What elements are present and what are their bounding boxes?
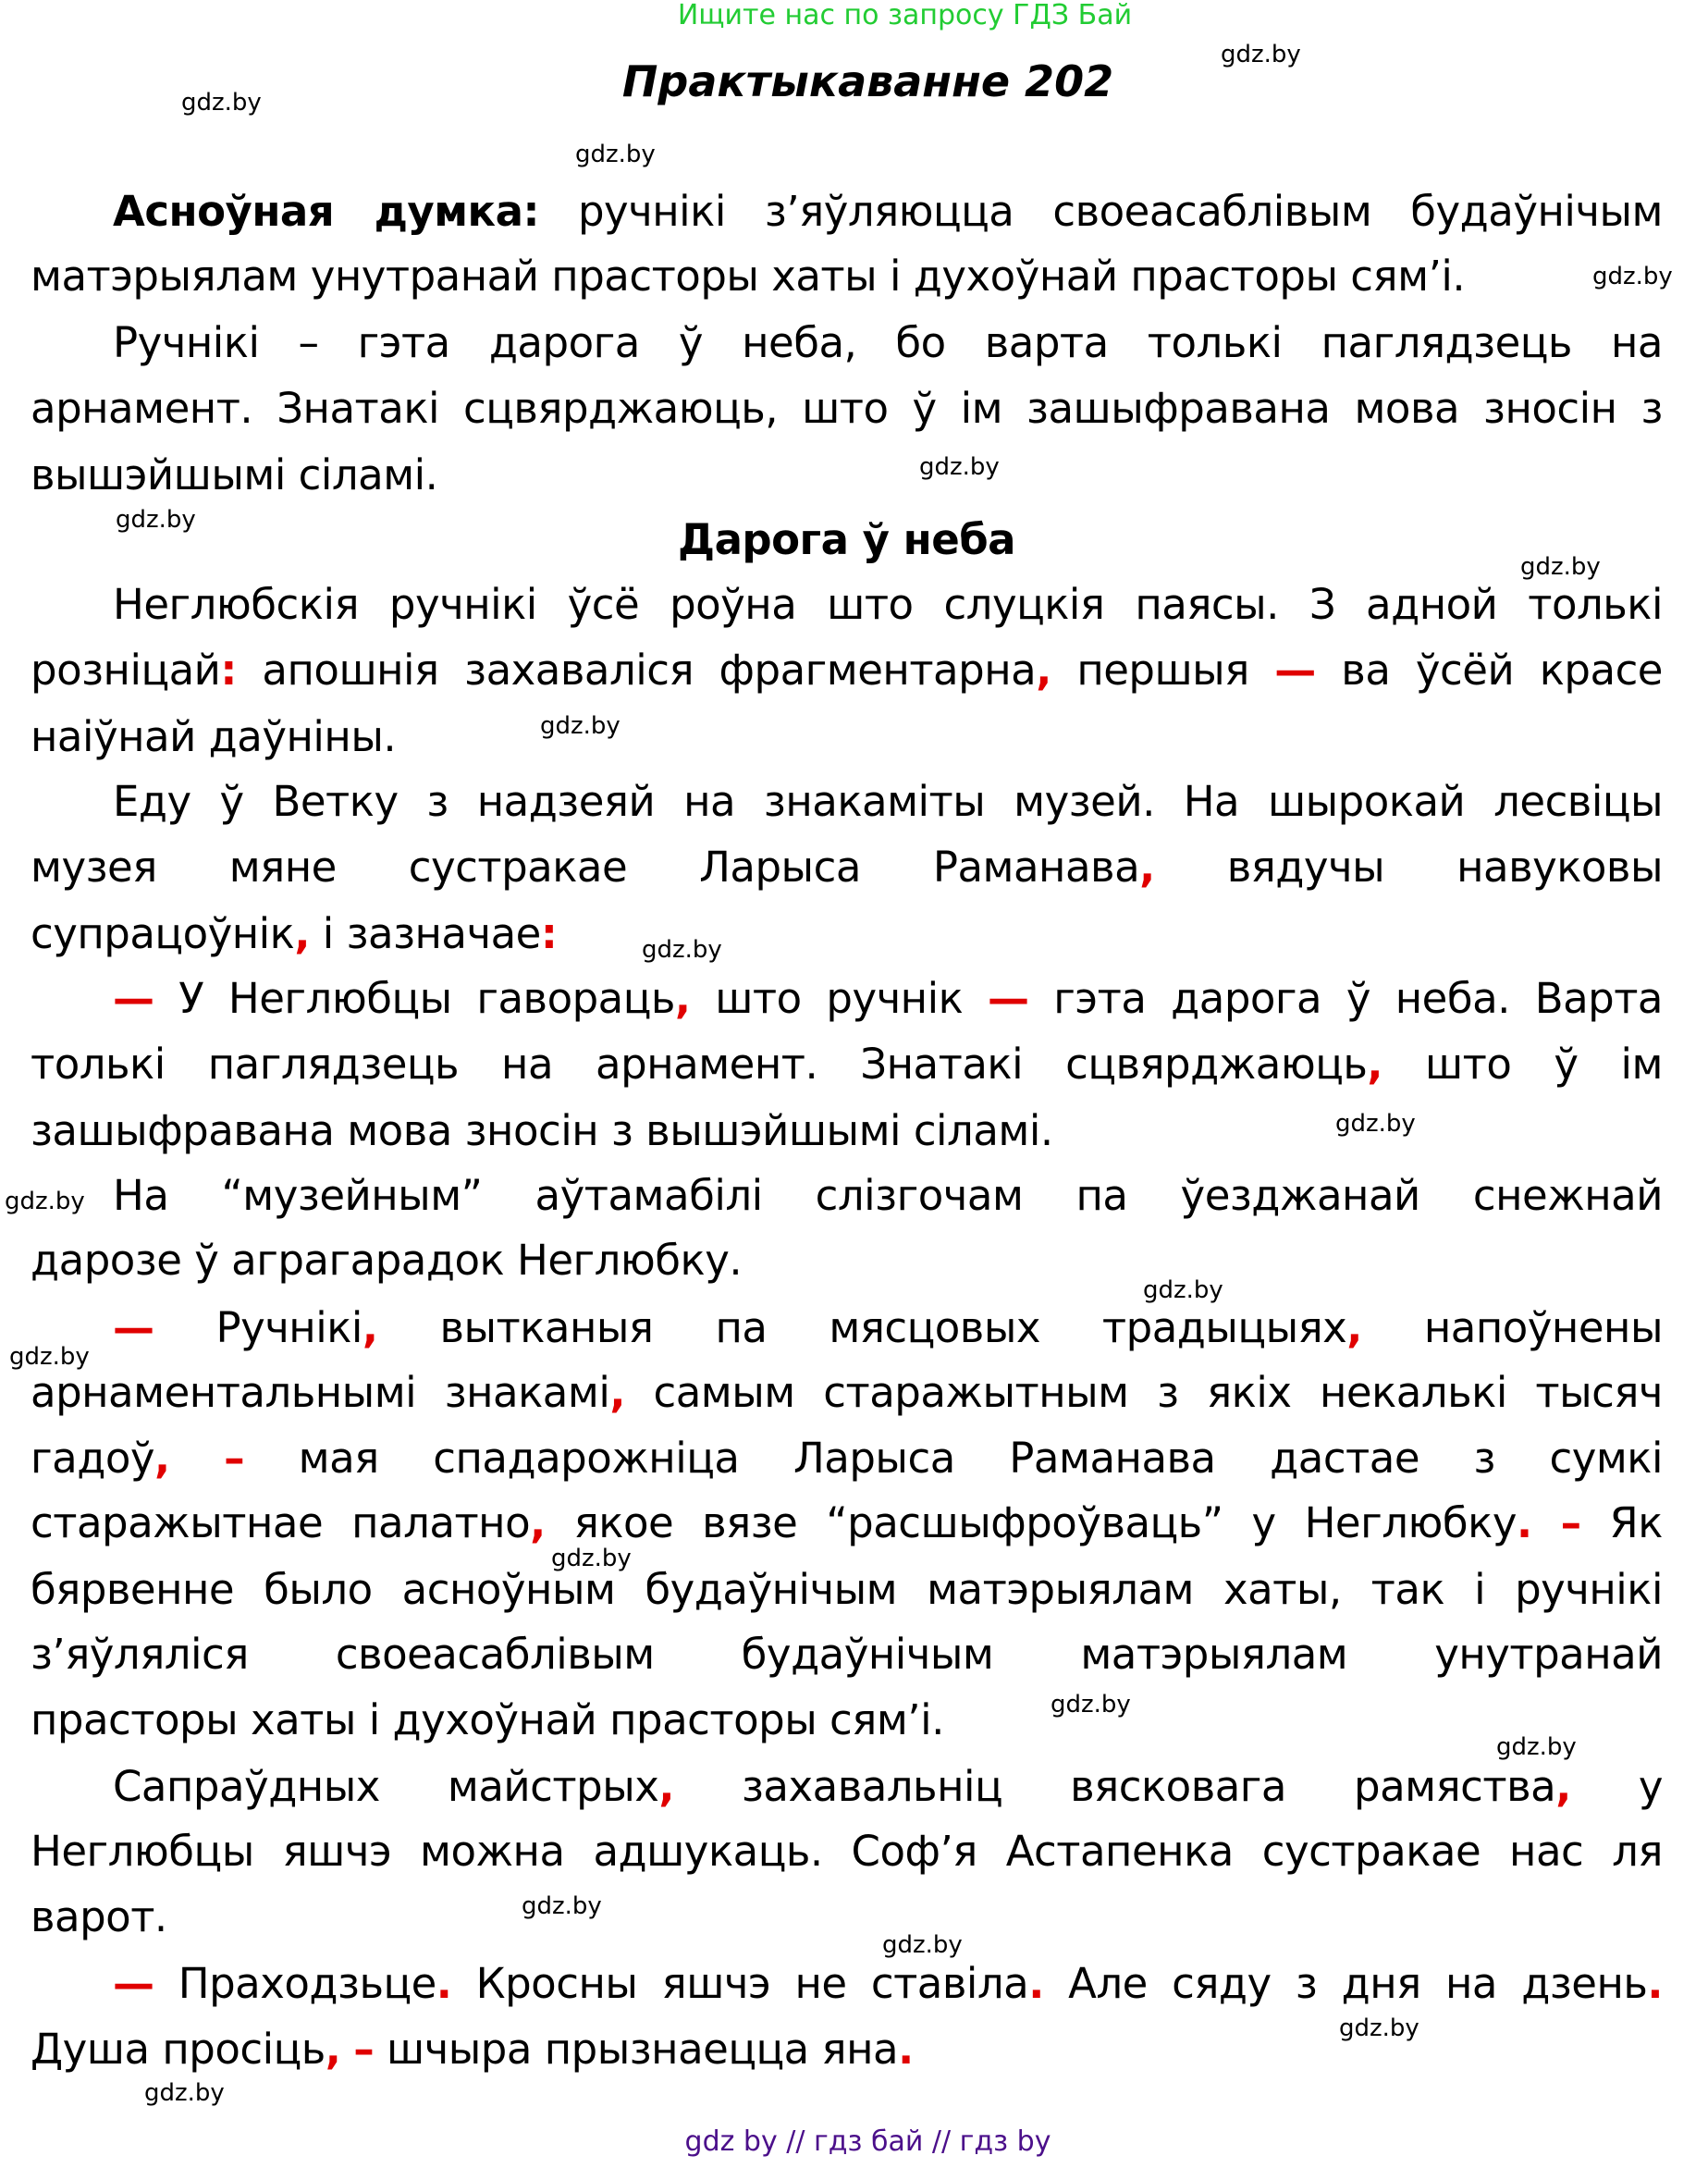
highlighted-punctuation: ,: [530, 1498, 546, 1547]
section-heading: [31, 512, 1663, 568]
text-line: [31, 1562, 1663, 1618]
text-segment: музея мяне сустракае Ларыса Раманава: [31, 843, 1140, 892]
watermark: gdz.by: [1143, 1276, 1223, 1304]
text-segment: апошнія захаваліся фрагментарна: [236, 646, 1037, 695]
text-segment: што ў ім: [1382, 1040, 1663, 1089]
text-segment: [1532, 1498, 1561, 1547]
text-line: [31, 1693, 1663, 1748]
text-segment: Праходзьце: [154, 1959, 436, 2008]
highlighted-punctuation: :: [540, 909, 558, 958]
text-segment: зашыфравана мова зносін з вышэйшымі сіламі.: [31, 1106, 1053, 1155]
page-title: Практыкаванне 202: [621, 56, 1114, 106]
text-line: [31, 1627, 1663, 1682]
text-segment: Ручнікі – гэта дарога ў неба, бо варта толькі паглядзець на: [113, 318, 1663, 367]
watermark: gdz.by: [642, 936, 722, 964]
watermark: gdz.by: [882, 1931, 963, 1959]
text-line: [31, 840, 1663, 895]
text-line: [31, 1431, 1663, 1486]
text-line: [31, 184, 1663, 240]
highlighted-punctuation: ,: [1555, 1762, 1571, 1811]
text-line: [31, 1496, 1663, 1551]
highlighted-punctuation: ,: [1036, 646, 1051, 695]
highlighted-punctuation: ,: [609, 1368, 625, 1417]
text-line: [31, 1824, 1663, 1879]
text-segment: арнаментальнымі знакамі: [31, 1368, 610, 1417]
highlighted-punctuation: .: [1028, 1959, 1044, 2008]
text-segment: вытканыя па мясцовых традыцыях: [377, 1303, 1347, 1352]
watermark: gdz.by: [540, 712, 621, 740]
highlighted-punctuation: ,: [325, 2025, 341, 2074]
watermark: gdz.by: [1496, 1733, 1577, 1761]
watermark: gdz.by: [144, 2079, 225, 2107]
watermark: gdz.by: [116, 506, 196, 534]
watermark: gdz.by: [5, 1188, 85, 1215]
highlighted-punctuation: ,: [1346, 1303, 1362, 1352]
text-line: [31, 906, 1663, 962]
text-segment: вядучы навуковы: [1154, 843, 1663, 892]
text-segment: Неглюбцы яшчэ можна адшукаць. Соф’я Астапенка сустракае нас ля: [31, 1827, 1663, 1876]
text-segment: прасторы хаты і духоўнай прасторы сям’і.: [31, 1695, 944, 1744]
highlighted-punctuation: .: [1516, 1498, 1532, 1547]
text-segment: што ручнік: [690, 974, 989, 1023]
watermark: gdz.by: [181, 89, 262, 117]
text-segment: Але сяду з дня на дзень: [1043, 1959, 1648, 2008]
text-line: [31, 774, 1663, 830]
text-segment: ручнікі з’яўляюцца своеасаблівым будаўнічым: [538, 187, 1663, 236]
text-segment: Як: [1580, 1498, 1663, 1547]
watermark: gdz.by: [1520, 553, 1601, 581]
highlighted-punctuation: ,: [362, 1303, 378, 1352]
text-line: [31, 1365, 1663, 1421]
highlighted-punctuation: —: [113, 1959, 154, 2008]
text-segment: першыя: [1051, 646, 1275, 695]
watermark: gdz.by: [1221, 41, 1301, 68]
highlighted-punctuation: –: [224, 1434, 245, 1483]
text-segment: гадоў: [31, 1434, 154, 1483]
watermark: gdz.by: [522, 1892, 602, 1920]
text-segment: Душа просіць: [31, 2025, 326, 2074]
watermark: gdz.by: [1339, 2014, 1419, 2042]
text-segment: На “музейным” аўтамабілі слізгочам па ўезджанай снежнай: [113, 1171, 1663, 1220]
text-line: [31, 1300, 1663, 1356]
text-segment: самым старажытным з якіх некалькі тысяч: [624, 1368, 1663, 1417]
text-line: [31, 249, 1663, 304]
text-line: [31, 2022, 1663, 2077]
highlighted-punctuation: :: [220, 646, 237, 695]
text-segment: Кросны яшчэ не ставіла: [451, 1959, 1029, 2008]
text-segment: наіўнай даўніны.: [31, 712, 397, 761]
text-line: [31, 1037, 1663, 1092]
highlighted-punctuation: —: [113, 1303, 154, 1352]
watermark: gdz.by: [1051, 1691, 1131, 1718]
watermark: gdz.by: [1335, 1110, 1416, 1138]
watermark: gdz.by: [575, 141, 656, 168]
highlighted-punctuation: —: [1274, 646, 1316, 695]
text-line: [31, 577, 1663, 633]
text-line: [31, 448, 1663, 503]
watermark: gdz.by: [551, 1545, 632, 1572]
text-segment: шчыра прызнаецца яна: [374, 2025, 899, 2074]
highlighted-punctuation: ,: [1367, 1040, 1382, 1089]
footer-links: gdz by // гдз бай // гдз by: [684, 2125, 1051, 2158]
text-segment: і зазначае: [309, 909, 541, 958]
text-segment: [170, 1434, 225, 1483]
text-line: [31, 971, 1663, 1027]
highlighted-punctuation: —: [988, 974, 1029, 1023]
text-line: [31, 1759, 1663, 1815]
text-line: [31, 315, 1663, 371]
text-segment: Ручнікі: [154, 1303, 362, 1352]
text-segment: вышэйшымі сіламі.: [31, 450, 438, 499]
highlighted-punctuation: ,: [154, 1434, 170, 1483]
text-segment: дарозе ў аграгарадок Неглюбку.: [31, 1236, 743, 1285]
text-segment: арнамент. Знатакі сцвярджаюць, што ў ім зашыфравана мова зносін з: [31, 384, 1663, 433]
text-line: [31, 1890, 1663, 1945]
text-segment: ва ўсёй красе: [1315, 646, 1663, 695]
text-line: [31, 709, 1663, 765]
text-segment: Дарога ў неба: [677, 515, 1015, 564]
text-segment: напоўнены: [1361, 1303, 1663, 1352]
highlighted-punctuation: ,: [674, 974, 691, 1023]
text-segment: толькі паглядзець на арнамент. Знатакі сцвярджаюць: [31, 1040, 1368, 1089]
highlighted-punctuation: —: [113, 974, 154, 1023]
highlighted-punctuation: –: [353, 2025, 375, 2074]
text-segment: Неглюбскія ручнікі ўсё роўна што слуцкія паясы. З адной толькі: [113, 580, 1663, 629]
text-segment: У Неглюбцы гавораць: [154, 974, 675, 1023]
text-line: [31, 381, 1663, 437]
text-segment: бярвенне было асноўным будаўнічым матэрыялам хаты, так і ручнікі: [31, 1565, 1663, 1614]
text-segment: з’яўляліся своеасаблівым будаўнічым матэрыялам унутранай: [31, 1630, 1663, 1679]
text-segment: [340, 2025, 353, 2074]
text-segment: матэрыялам унутранай прасторы хаты і духоўнай прасторы сям’і.: [31, 252, 1466, 301]
text-segment: супрацоўнік: [31, 909, 295, 958]
text-segment: розніцай: [31, 646, 221, 695]
watermark: gdz.by: [1592, 263, 1673, 290]
text-segment: гэта дарога ў неба. Варта: [1028, 974, 1663, 1023]
text-line: [31, 1168, 1663, 1224]
text-segment: мая спадарожніца Ларыса Раманава дастае з сумкі: [244, 1434, 1663, 1483]
highlighted-punctuation: ,: [1139, 843, 1155, 892]
text-segment: старажытнае палатно: [31, 1498, 531, 1547]
text-segment: варот.: [31, 1892, 167, 1941]
search-banner: Ищите нас по запросу ГДЗ Бай: [677, 0, 1133, 31]
main-idea-label: Асноўная думка:: [113, 187, 539, 236]
text-line: [31, 1103, 1663, 1159]
watermark: gdz.by: [9, 1343, 90, 1371]
highlighted-punctuation: .: [898, 2025, 914, 2074]
text-segment: Еду ў Ветку з надзеяй на знакаміты музей. На шырокай лесвіцы: [113, 777, 1663, 826]
highlighted-punctuation: .: [436, 1959, 452, 2008]
text-line: [31, 643, 1663, 698]
watermark: gdz.by: [919, 453, 1000, 481]
text-segment: захавальніц вясковага рамяства: [673, 1762, 1556, 1811]
text-segment: якое вязе “расшыфроўваць” у Неглюбку: [545, 1498, 1517, 1547]
highlighted-punctuation: ,: [294, 909, 310, 958]
text-line: [31, 1956, 1663, 2012]
text-line: [31, 1233, 1663, 1288]
text-segment: Сапраўдных майстрых: [113, 1762, 659, 1811]
highlighted-punctuation: –: [1560, 1498, 1581, 1547]
text-segment: у: [1570, 1762, 1663, 1811]
highlighted-punctuation: ,: [658, 1762, 674, 1811]
highlighted-punctuation: .: [1647, 1959, 1664, 2008]
